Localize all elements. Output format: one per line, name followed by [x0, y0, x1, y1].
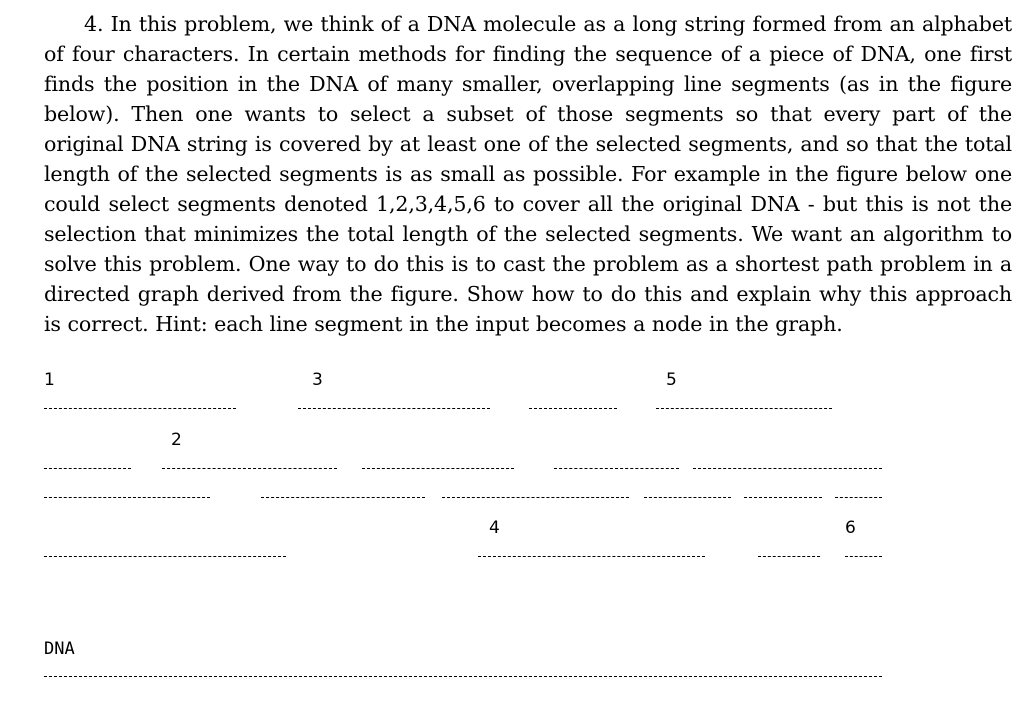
problem-number: 4. — [84, 12, 104, 36]
segment-line — [298, 408, 490, 409]
segment-line — [44, 468, 131, 469]
segment-label-6: 6 — [845, 518, 856, 538]
segment-line — [554, 468, 679, 469]
segment-line — [744, 497, 822, 498]
segment-line — [442, 497, 629, 498]
segment-label-5: 5 — [666, 370, 677, 390]
segment-line — [693, 468, 882, 469]
segment-label-3: 3 — [312, 370, 323, 390]
segment-line — [644, 497, 731, 498]
dna-label: DNA — [44, 639, 75, 659]
segment-line — [261, 497, 425, 498]
segment-line — [845, 556, 882, 557]
segment-line — [758, 556, 820, 557]
segment-line — [656, 408, 832, 409]
segment-line — [835, 497, 882, 498]
segment-line — [44, 408, 236, 409]
segment-label-4: 4 — [489, 518, 500, 538]
segment-line — [478, 556, 705, 557]
segment-line — [162, 468, 337, 469]
problem-body: In this problem, we think of a DNA molecule as a long string formed from an alphabet of four characters. In certain methods for finding the sequence of a piece of DNA, one first finds the position in the DNA of many smaller, overlapping line segments (as in the figure below). Then one wants to select a subset of those segments so that every part of the original DNA string is covered by at least one of the selected segments, and so that the total length of the selected segments is as small as possible. For example in the figure below one could select segments denoted 1,2,3,4,5,6 to cover all the original DNA - but this is not the selection that minimizes the total length of the selected segments. We want an algorithm to solve this problem. One way to do this is to cast the problem as a shortest path problem in a directed graph derived from the figure. Show how to do this and explain why this approach is correct. Hint: each line segment in the input becomes a node in the graph. — [44, 12, 1012, 336]
problem-text — [44, 9, 1012, 339]
segment-line — [44, 497, 210, 498]
segment-line — [362, 468, 514, 469]
segment-label-1: 1 — [44, 370, 55, 390]
segment-line — [44, 556, 286, 557]
segment-label-2: 2 — [171, 430, 182, 450]
dna-line — [44, 676, 882, 677]
segment-line — [529, 408, 617, 409]
